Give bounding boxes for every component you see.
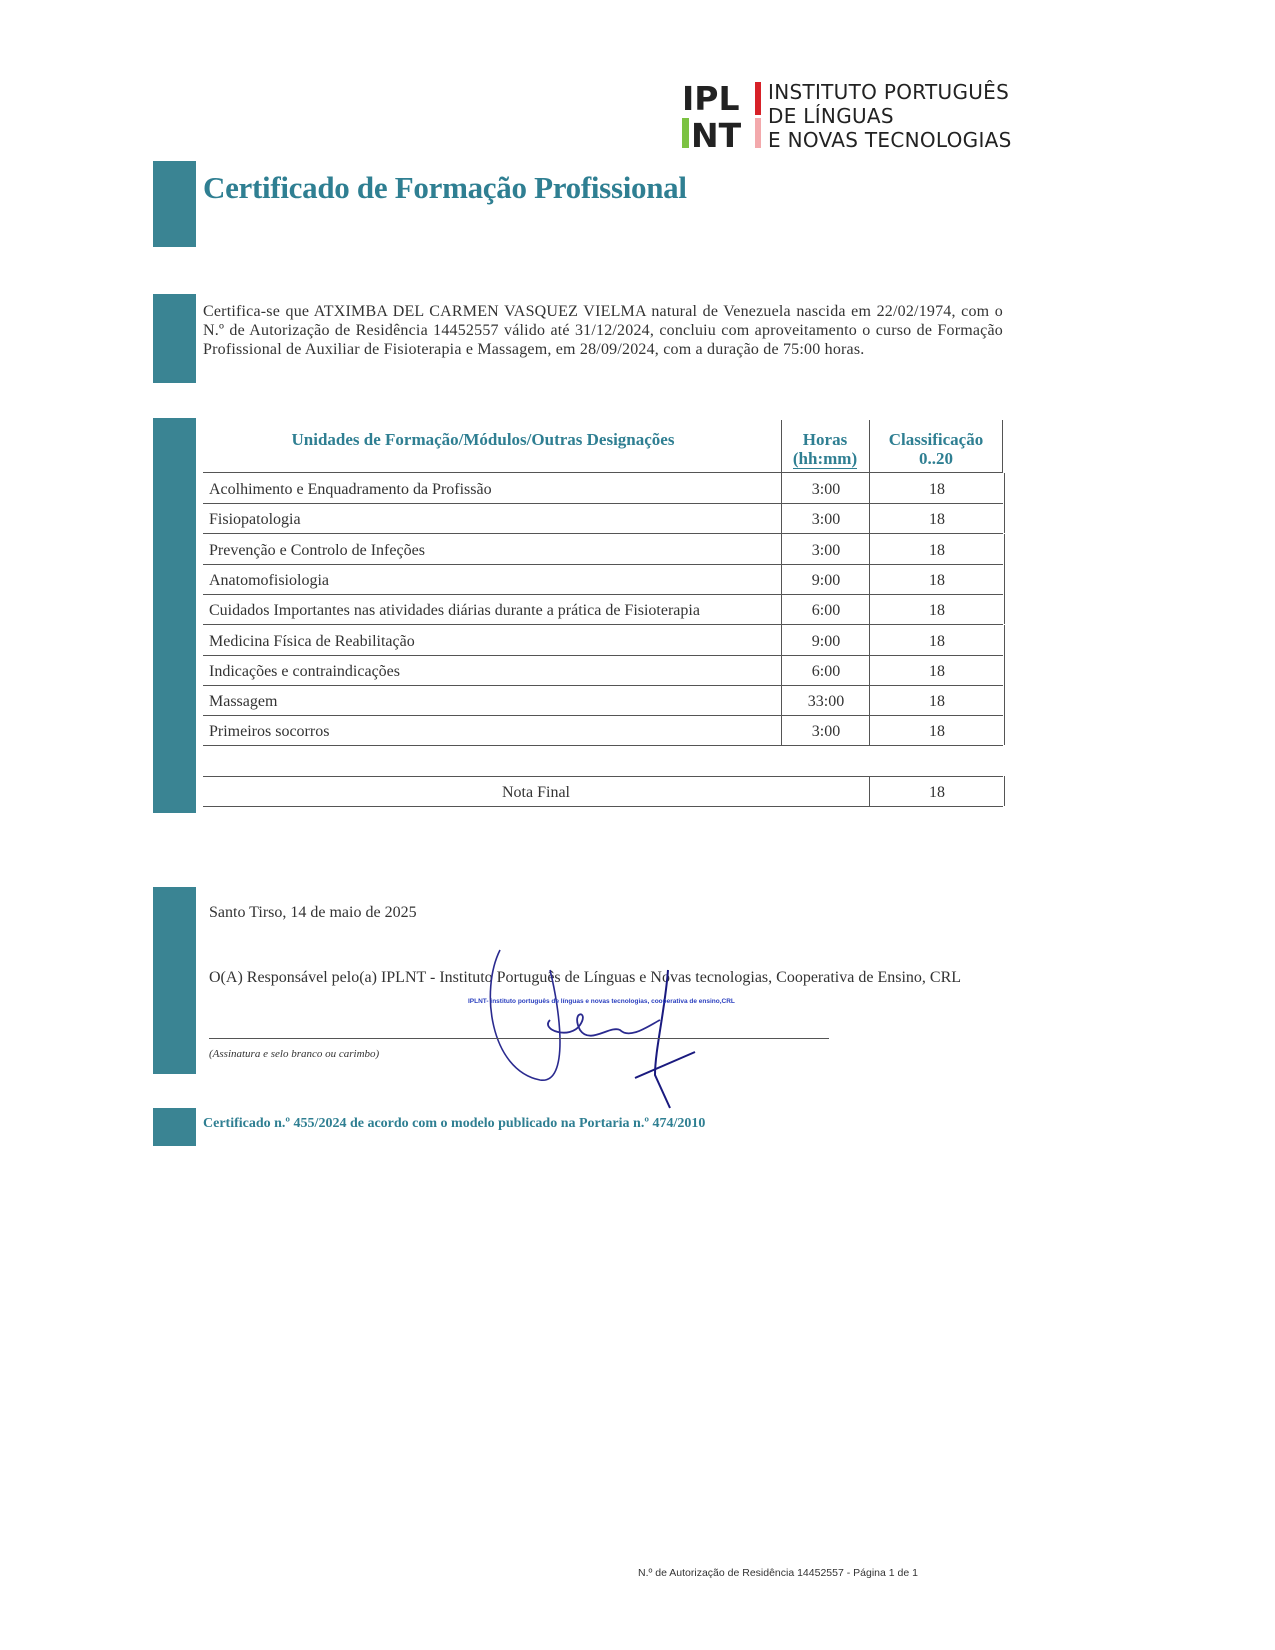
certification-statement: Certifica-se que ATXIMBA DEL CARMEN VASQUEZ VIELMA natural de Venezuela nascida em 22/02/1974, com o N.º de Autorização de Residência 14452557 válido até 31/12/2024, concluiu com aproveitamento o curso de Formação Profissional de Auxiliar de Fisioterapia e Massagem, em 28/09/2024, com a duração de 75:00 horas.	[203, 303, 1003, 358]
page-title: Certificado de Formação Profissional	[203, 170, 687, 205]
header-divider-2	[869, 420, 870, 472]
signature	[480, 930, 720, 1110]
iplnt-logo-mark	[682, 80, 762, 150]
module-name: Cuidados Importantes nas atividades diárias durante a prática de Fisioterapia	[209, 602, 700, 620]
table-row	[203, 473, 1003, 504]
module-grade: 18	[869, 473, 1005, 503]
module-grade: 18	[869, 685, 1005, 715]
table-row	[203, 594, 1003, 625]
header-grade-line1: Classificação	[888, 430, 984, 449]
module-name: Fisiopatologia	[209, 511, 301, 529]
table-row	[203, 685, 1003, 716]
module-name: Prevenção e Controlo de Infeções	[209, 541, 425, 559]
module-hours: 3:00	[781, 534, 870, 564]
module-grade: 18	[869, 715, 1005, 745]
institution-stamp: IPLNT- instituto português de línguas e novas tecnologias, cooperativa de ensino,CRL	[468, 998, 735, 1005]
final-label: Nota Final	[502, 784, 570, 801]
certificate-note: Certificado n.º 455/2024 de acordo com o modelo publicado na Portaria n.º 474/2010	[203, 1116, 706, 1131]
table-row	[203, 503, 1003, 534]
signature-accent-bar	[153, 887, 196, 1074]
logo-line-2: DE LÍNGUAS	[768, 104, 894, 128]
module-hours: 3:00	[781, 473, 870, 503]
header-divider-1	[781, 420, 782, 472]
module-name: Anatomofisiologia	[209, 571, 329, 589]
module-name: Medicina Física de Reabilitação	[209, 632, 415, 650]
intro-accent-bar	[153, 294, 196, 383]
module-grade: 18	[869, 625, 1005, 655]
module-grade: 18	[869, 594, 1005, 624]
module-grade: 18	[869, 534, 1005, 564]
table-row	[203, 655, 1003, 686]
table-accent-bar	[153, 418, 196, 813]
table-row	[203, 715, 1003, 746]
logo-line-3: E NOVAS TECNOLOGIAS	[768, 128, 1012, 152]
module-grade: 18	[869, 655, 1005, 685]
module-hours: 9:00	[781, 564, 870, 594]
title-accent-bar	[153, 161, 196, 247]
final-grade: 18	[869, 776, 1005, 806]
header-hours-line2: (hh:mm)	[792, 449, 858, 468]
module-hours: 33:00	[781, 685, 870, 715]
table-row	[203, 534, 1003, 565]
iplnt-logo	[682, 80, 1012, 150]
logo-wordmark	[768, 80, 1012, 152]
place-date: Santo Tirso, 14 de maio de 2025	[209, 904, 417, 921]
final-row	[203, 776, 1003, 807]
signature-caption: (Assinatura e selo branco ou carimbo)	[209, 1048, 380, 1060]
module-name: Indicações e contraindicações	[209, 662, 401, 680]
table-row	[203, 564, 1003, 595]
logo-mark-bottom: NT	[691, 116, 742, 150]
header-units: Unidades de Formação/Módulos/Outras Designações	[291, 430, 675, 449]
header-grade-line2: 0..20	[919, 449, 953, 468]
header-hours	[781, 430, 869, 469]
header-divider-3	[1002, 420, 1003, 472]
logo-line-1: INSTITUTO PORTUGUÊS	[768, 80, 1010, 104]
module-hours: 9:00	[781, 625, 870, 655]
module-name: Acolhimento e Enquadramento da Profissão	[209, 481, 492, 498]
module-hours: 6:00	[781, 594, 870, 624]
module-grade: 18	[869, 564, 1005, 594]
table-row	[203, 625, 1003, 656]
page-footer: N.º de Autorização de Residência 14452557 - Página 1 de 1	[638, 1567, 918, 1579]
logo-mark-top: IPL	[682, 80, 740, 118]
module-name: Massagem	[209, 693, 278, 711]
module-grade: 18	[869, 503, 1005, 533]
header-hours-line1: Horas	[802, 430, 848, 449]
responsible-statement: O(A) Responsável pelo(a) IPLNT - Instituto Português de Línguas e Novas tecnologias, Cooperativa de Ensino, CRL	[209, 969, 962, 986]
module-hours: 3:00	[781, 503, 870, 533]
module-hours: 3:00	[781, 715, 870, 745]
header-grade	[869, 430, 1003, 468]
note-accent-bar	[153, 1108, 196, 1146]
module-hours: 6:00	[781, 655, 870, 685]
module-name: Primeiros socorros	[209, 723, 330, 741]
signature-line	[209, 1038, 829, 1039]
